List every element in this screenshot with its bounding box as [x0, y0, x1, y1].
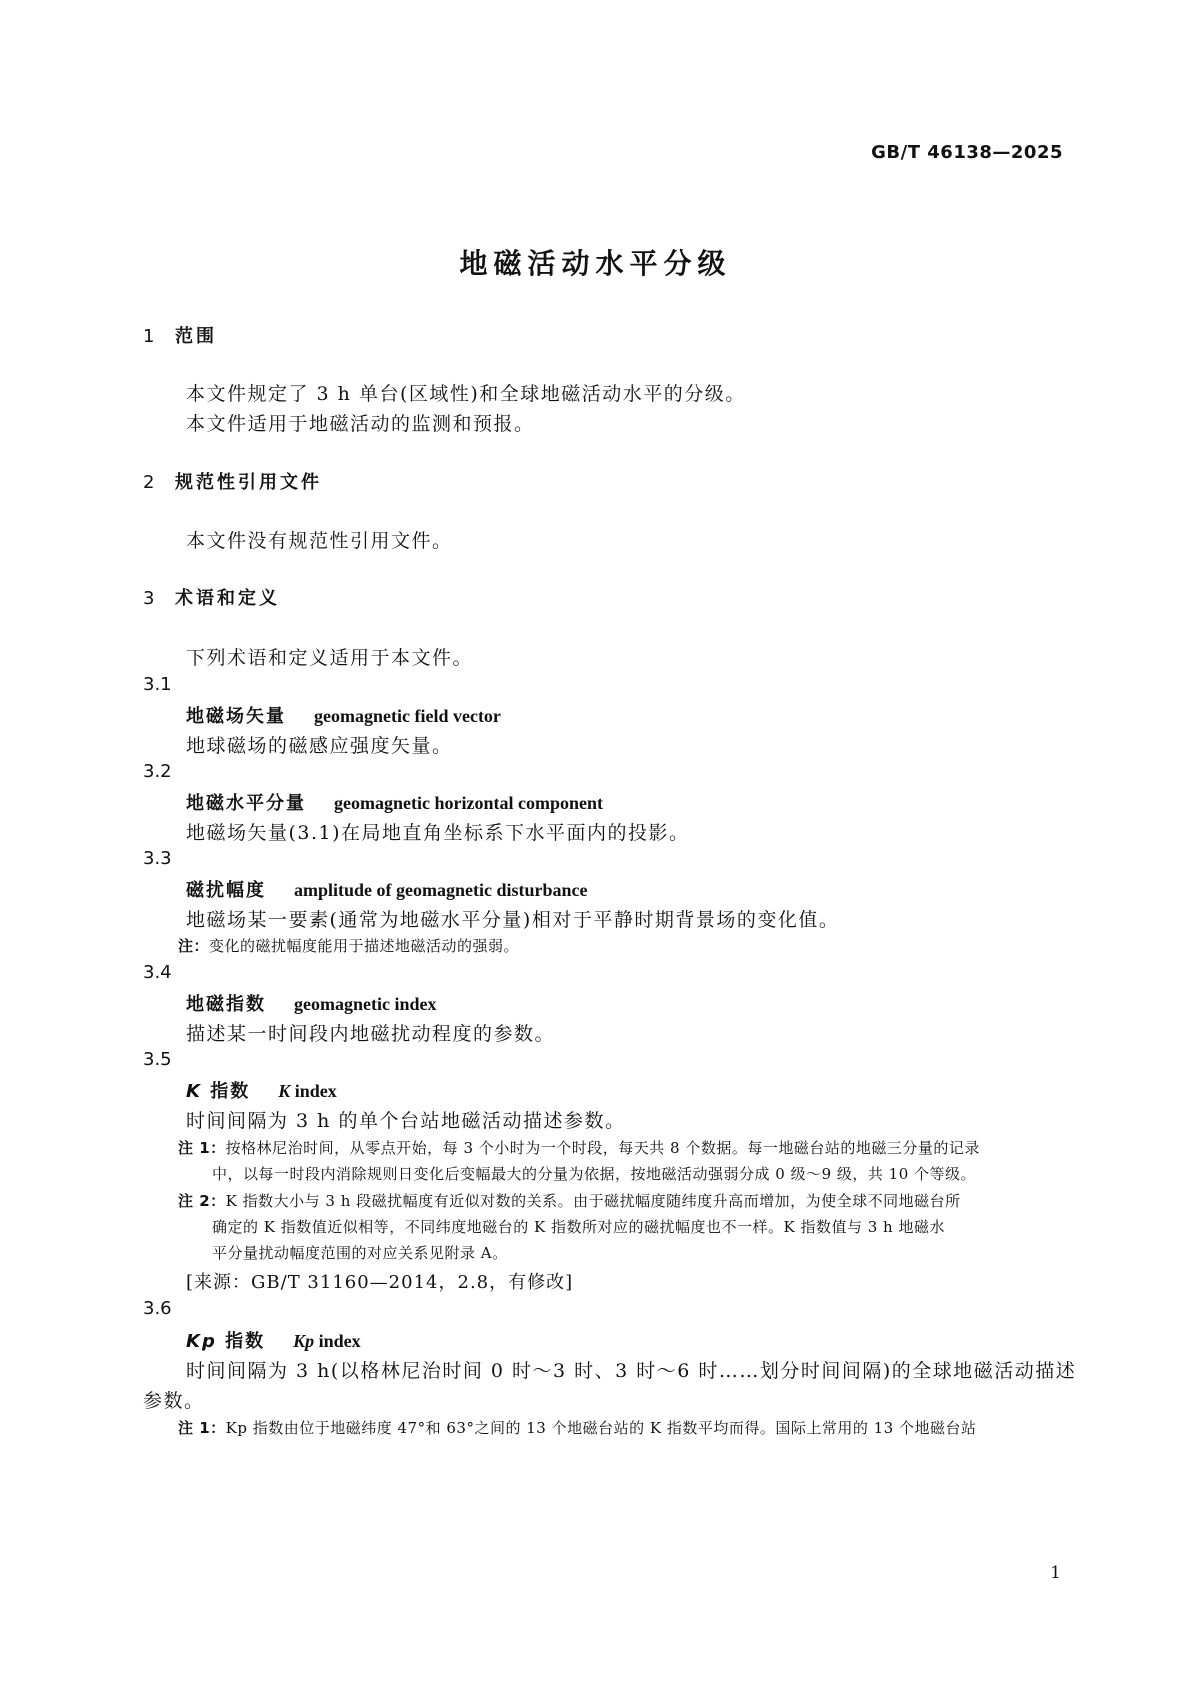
term-number: 3.3 [143, 848, 172, 869]
note [178, 1137, 980, 1158]
term-definition: 地磁场矢量(3.1)在局地直角坐标系下水平面内的投影。 [186, 822, 690, 844]
term-en [293, 1331, 361, 1351]
term-heading [186, 876, 587, 902]
note-label: 注 2： [178, 1192, 226, 1210]
term-number: 3.6 [143, 1298, 172, 1319]
term-definition: 描述某一时间段内地磁扰动程度的参数。 [186, 1023, 556, 1045]
section-title: 术语和定义 [175, 588, 280, 609]
term-zh [186, 1081, 250, 1102]
paragraph: 本文件适用于地磁活动的监测和预报。 [186, 413, 535, 435]
term-definition-continuation: 参数。 [143, 1390, 205, 1412]
note-text: 按格林尼治时间，从零点开始，每 3 个小时为一个时段，每天共 8 个数据。每一地磁台站的地磁三分量的记录 [225, 1139, 980, 1157]
note-label: 注 1： [178, 1139, 226, 1157]
term-symbol: K [186, 1081, 202, 1102]
paragraph: 下列术语和定义适用于本文件。 [186, 647, 474, 669]
source-citation: [来源：GB/T 31160—2014，2.8，有修改] [186, 1272, 574, 1293]
note-text: 变化的磁扰幅度能用于描述地磁活动的强弱。 [209, 937, 520, 955]
term-en [278, 1081, 337, 1101]
term-symbol: Kp [186, 1331, 217, 1352]
term-definition: 时间间隔为 3 h 的单个台站地磁活动描述参数。 [186, 1110, 626, 1132]
term-zh: 地磁场矢量 [186, 706, 286, 727]
term-zh: 磁扰幅度 [186, 880, 266, 901]
note-continuation: 平分量扰动幅度范围的对应关系见附录 A。 [212, 1244, 508, 1262]
document-code: GB/T 46138—2025 [871, 142, 1063, 163]
section-title: 范围 [175, 326, 217, 347]
term-heading [186, 1077, 337, 1103]
term-zh-text: 指数 [225, 1331, 266, 1352]
term-heading [186, 990, 436, 1016]
term-en: geomagnetic field vector [314, 706, 501, 726]
term-heading [186, 1327, 361, 1353]
term-symbol: K [278, 1081, 291, 1101]
term-heading [186, 702, 501, 728]
term-heading [186, 789, 603, 815]
note [178, 1417, 976, 1438]
term-en: geomagnetic horizontal component [334, 793, 603, 813]
note-continuation: 中，以每一时段内消除规则日变化后变幅最大的分量为依据，按地磁活动强弱分成 0 级～9 级，共 10 个等级。 [212, 1165, 977, 1183]
note [178, 1190, 961, 1211]
term-zh: 地磁水平分量 [186, 793, 306, 814]
section-number: 2 [143, 472, 155, 493]
term-number: 3.1 [143, 674, 172, 695]
note-label: 注： [178, 937, 210, 955]
document-title: 地磁活动水平分级 [459, 247, 732, 280]
section-number: 1 [143, 326, 155, 347]
paragraph: 本文件规定了 3 h 单台(区域性)和全球地磁活动水平的分级。 [186, 383, 746, 405]
term-en: geomagnetic index [294, 994, 437, 1014]
term-symbol: Kp [293, 1331, 315, 1351]
term-en-text: index [318, 1331, 361, 1351]
section-3-heading [143, 584, 280, 610]
section-number: 3 [143, 588, 155, 609]
term-zh [186, 1331, 265, 1352]
term-definition: 时间间隔为 3 h(以格林尼治时间 0 时～3 时、3 时～6 时……划分时间间隔)的全球地磁活动描述 [186, 1360, 1077, 1382]
term-number: 3.5 [143, 1049, 172, 1070]
term-zh: 地磁指数 [186, 994, 266, 1015]
paragraph: 本文件没有规范性引用文件。 [186, 530, 453, 552]
term-en-text: index [294, 1081, 337, 1101]
term-number: 3.2 [143, 761, 172, 782]
note-label: 注 1： [178, 1419, 226, 1437]
term-zh-text: 指数 [210, 1081, 251, 1102]
section-1-heading [143, 322, 217, 348]
page-number: 1 [1050, 1563, 1061, 1583]
term-definition: 地球磁场的磁感应强度矢量。 [186, 735, 453, 757]
term-number: 3.4 [143, 962, 172, 983]
note-continuation: 确定的 K 指数值近似相等，不同纬度地磁台的 K 指数所对应的磁扰幅度也不一样。K 指数值与 3 h 地磁水 [212, 1218, 945, 1236]
note-text: K 指数大小与 3 h 段磁扰幅度有近似对数的关系。由于磁扰幅度随纬度升高而增加，为使全球不同地磁台所 [225, 1192, 961, 1210]
note [178, 935, 519, 956]
section-2-heading [143, 468, 322, 494]
note-text: Kp 指数由位于地磁纬度 47°和 63°之间的 13 个地磁台站的 K 指数平均而得。国际上常用的 13 个地磁台站 [225, 1419, 977, 1437]
term-definition: 地磁场某一要素(通常为地磁水平分量)相对于平静时期背景场的变化值。 [186, 909, 840, 931]
term-en: amplitude of geomagnetic disturbance [294, 880, 588, 900]
section-title: 规范性引用文件 [175, 472, 322, 493]
